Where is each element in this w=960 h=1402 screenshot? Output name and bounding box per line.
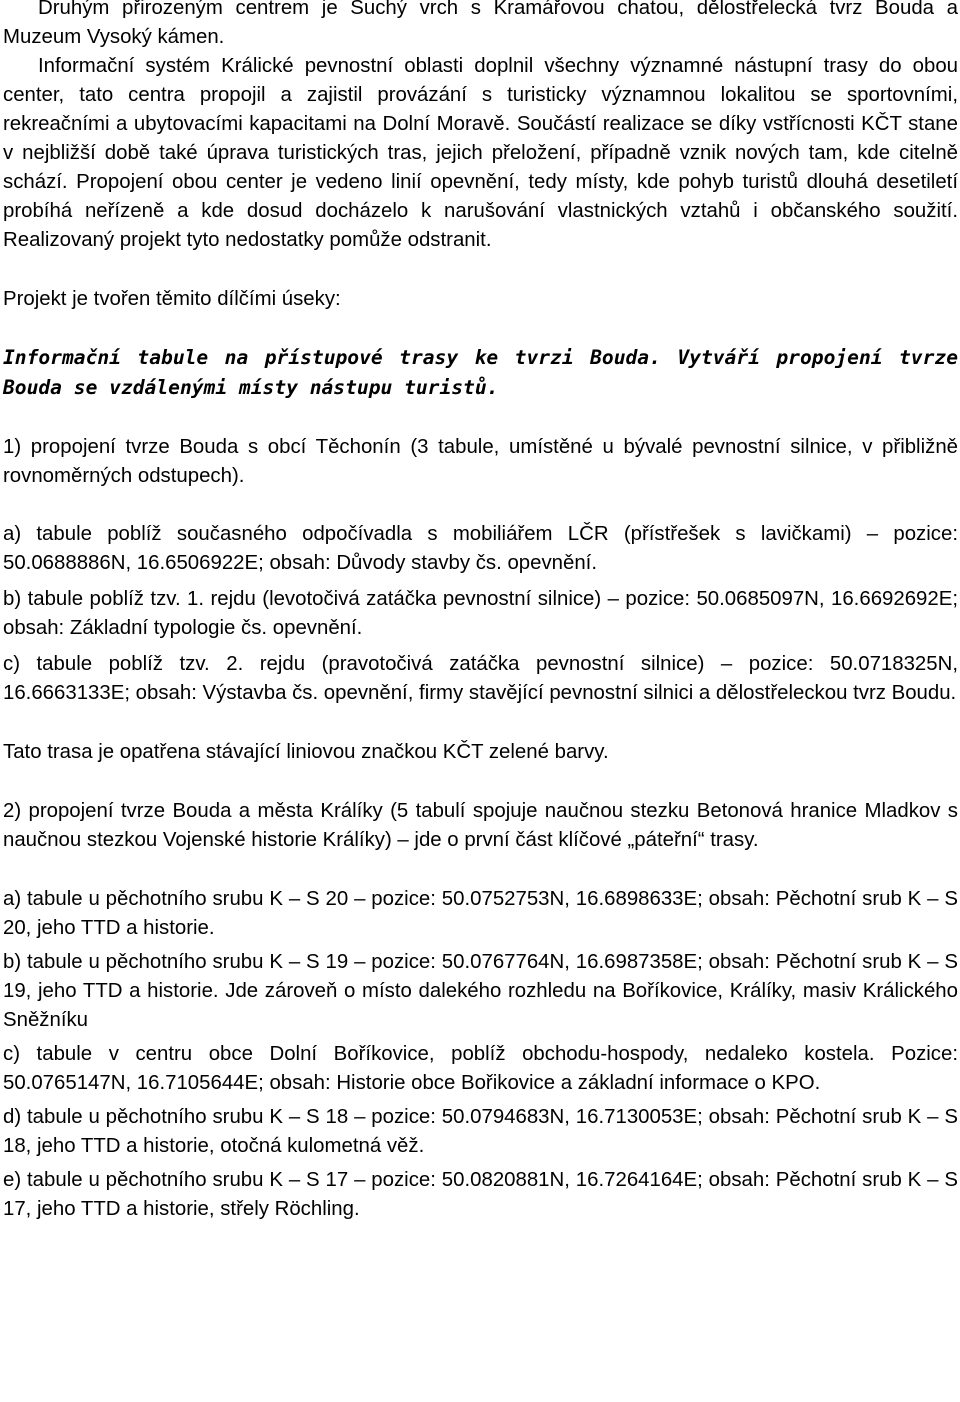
route-2-item-b: b) tabule u pěchotního srubu K – S 19 – pozice: 50.0767764N, 16.6987358E; obsah: Pěchotní srub K – S 19, jeho TTD a historie. Jde zároveň o místo dalekého rozhledu na Boříkovice, Králíky, masiv Králického Sněžníku: [3, 951, 958, 1031]
route-1-item-c: c) tabule poblíž tzv. 2. rejdu (pravotočivá zatáčka pevnostní silnice) – pozice: 50.0718325N, 16.6663133E; obsah: Výstavba čs. opevnění, firmy stavějící pevnostní silnici a dělostřeleckou tvrz Boudu.: [3, 653, 958, 704]
route-2-item-a: a) tabule u pěchotního srubu K – S 20 – pozice: 50.0752753N, 16.6898633E; obsah: Pěchotní srub K – S 20, jeho TTD a historie.: [3, 888, 958, 939]
route-2-description: 2) propojení tvrze Bouda a města Králíky (5 tabulí spojuje naučnou stezku Betonová hranice Mladkov s naučnou stezkou Vojenské historie Králíky) – jde o první část klíčové „páteřní“ trasy.: [3, 800, 958, 851]
paragraph-project-sections: Projekt je tvořen těmito dílčími úseky:: [3, 288, 341, 310]
route-2-item-c: c) tabule v centru obce Dolní Boříkovice, poblíž obchodu-hospody, nedaleko kostela. Pozice: 50.0765147N, 16.7105644E; obsah: Historie obce Bořikovice a základní informace o KPO.: [3, 1043, 958, 1094]
section-heading: Informační tabule na přístupové trasy ke tvrzi Bouda. Vytváří propojení tvrze Bouda se vzdálenými místy nástupu turistů.: [3, 346, 958, 399]
route-1-item-a: a) tabule poblíž současného odpočívadla s mobiliářem LČR (přístřešek s lavičkami) – pozice: 50.0688886N, 16.6506922E; obsah: Důvody stavby čs. opevnění.: [3, 523, 958, 574]
route-2-item-d: d) tabule u pěchotního srubu K – S 18 – pozice: 50.0794683N, 16.7130053E; obsah: Pěchotní srub K – S 18, jeho TTD a historie, otočná kulometná věž.: [3, 1106, 958, 1157]
paragraph-information-system: Informační systém Králické pevnostní oblasti doplnil všechny významné nástupní trasy do obou center, tato centra propojil a zajistil provázání s turisticky významnou lokalitou se sportovními, rekreačními a ubytovacími kapacitami na Dolní Moravě. Součástí realizace se díky vstřícnosti KČT stane v nejbližší době také úprava turistických tras, jejich přeložení, případně vznik nových tam, kde citelně schází. Propojení obou center je vedeno linií opevnění, tedy místy, kde pohyb turistů dlouhá desetiletí probíhá neřízeně a kde dosud docházelo k narušování vlastnických vztahů i občanského soužití. Realizovaný projekt tyto nedostatky pomůže odstranit.: [3, 55, 958, 251]
route-1-note: Tato trasa je opatřena stávající liniovou značkou KČT zelené barvy.: [3, 741, 609, 763]
route-1-item-b: b) tabule poblíž tzv. 1. rejdu (levotočivá zatáčka pevnostní silnice) – pozice: 50.0685097N, 16.6692692E; obsah: Základní typologie čs. opevnění.: [3, 588, 958, 639]
paragraph-intro-end: Druhým přirozeným centrem je Suchý vrch s Kramářovou chatou, dělostřelecká tvrz Bouda a Muzeum Vysoký kámen.: [3, 0, 958, 48]
route-2-item-e: e) tabule u pěchotního srubu K – S 17 – pozice: 50.0820881N, 16.7264164E; obsah: Pěchotní srub K – S 17, jeho TTD a historie, střely Röchling.: [3, 1169, 958, 1220]
route-1-description: 1) propojení tvrze Bouda s obcí Těchonín (3 tabule, umístěné u bývalé pevnostní silnice, v přibližně rovnoměrných odstupech).: [3, 436, 958, 487]
